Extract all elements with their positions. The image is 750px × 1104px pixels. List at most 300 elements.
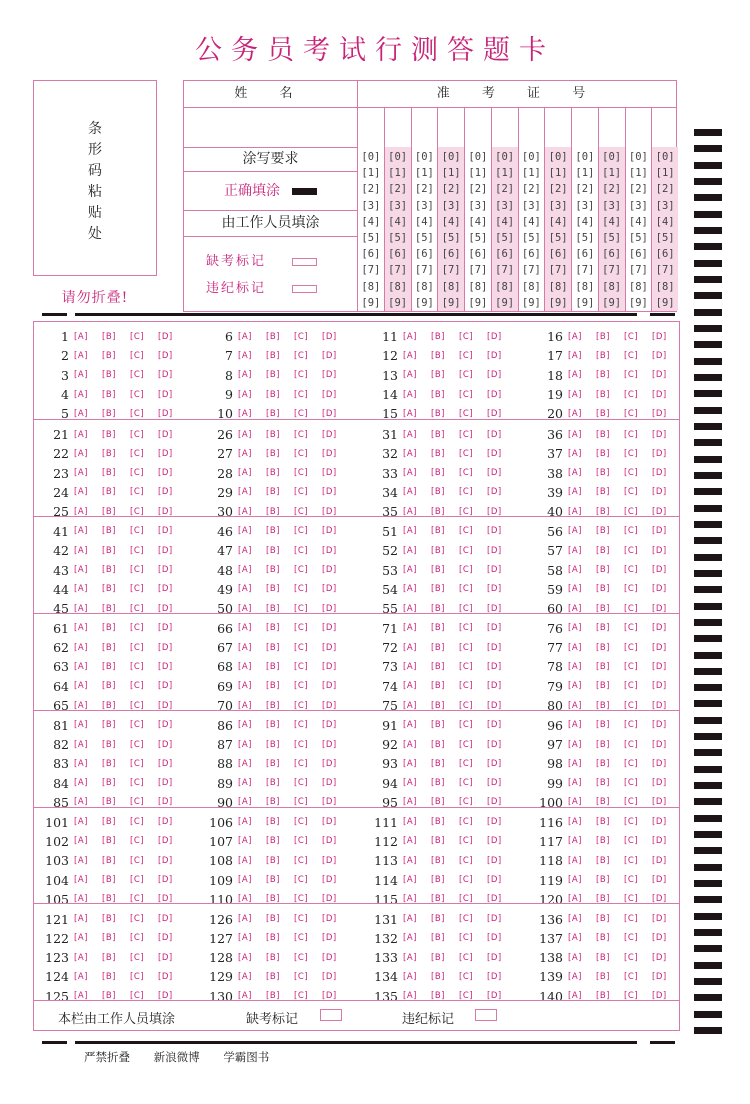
digit-bubble[interactable]: [1]	[361, 167, 381, 180]
option-bubble[interactable]: [B]	[102, 408, 116, 419]
option-bubble[interactable]: [B]	[596, 991, 610, 1002]
option-bubble[interactable]: [B]	[102, 914, 116, 925]
option-bubble[interactable]: [D]	[158, 855, 173, 866]
digit-bubble[interactable]: [7]	[414, 264, 434, 277]
option-bubble[interactable]: [A]	[238, 603, 252, 614]
option-bubble[interactable]: [D]	[158, 758, 173, 769]
option-bubble[interactable]: [C]	[294, 758, 309, 769]
option-bubble[interactable]: [A]	[568, 603, 582, 614]
option-bubble[interactable]: [B]	[596, 370, 610, 381]
option-bubble[interactable]: [A]	[238, 797, 252, 808]
digit-bubble[interactable]: [7]	[548, 264, 568, 277]
option-bubble[interactable]: [D]	[652, 681, 667, 692]
digit-bubble[interactable]: [6]	[414, 248, 434, 261]
option-bubble[interactable]: [A]	[568, 739, 582, 750]
option-bubble[interactable]: [A]	[568, 952, 582, 963]
digit-bubble[interactable]: [3]	[602, 199, 622, 212]
option-bubble[interactable]: [B]	[596, 389, 610, 400]
option-bubble[interactable]: [D]	[158, 408, 173, 419]
option-bubble[interactable]: [A]	[74, 739, 88, 750]
option-bubble[interactable]: [C]	[624, 681, 639, 692]
option-bubble[interactable]: [D]	[487, 739, 502, 750]
option-bubble[interactable]: [C]	[624, 991, 639, 1002]
option-bubble[interactable]: [A]	[403, 408, 417, 419]
option-bubble[interactable]: [C]	[130, 836, 145, 847]
option-bubble[interactable]: [C]	[459, 331, 474, 342]
option-bubble[interactable]: [C]	[130, 817, 145, 828]
option-bubble[interactable]: [C]	[294, 642, 309, 653]
digit-bubble[interactable]: [8]	[468, 280, 488, 293]
option-bubble[interactable]: [C]	[459, 778, 474, 789]
option-bubble[interactable]: [D]	[322, 758, 337, 769]
digit-bubble[interactable]: [1]	[468, 167, 488, 180]
option-bubble[interactable]: [B]	[102, 584, 116, 595]
option-bubble[interactable]: [C]	[130, 506, 145, 517]
digit-bubble[interactable]: [1]	[655, 167, 675, 180]
digit-bubble[interactable]: [5]	[361, 232, 381, 245]
option-bubble[interactable]: [D]	[487, 584, 502, 595]
option-bubble[interactable]: [D]	[322, 642, 337, 653]
option-bubble[interactable]: [B]	[596, 623, 610, 634]
option-bubble[interactable]: [C]	[294, 389, 309, 400]
option-bubble[interactable]: [B]	[266, 720, 280, 731]
digit-bubble[interactable]: [3]	[388, 199, 408, 212]
digit-bubble[interactable]: [8]	[388, 280, 408, 293]
option-bubble[interactable]: [D]	[652, 623, 667, 634]
option-bubble[interactable]: [D]	[487, 971, 502, 982]
option-bubble[interactable]: [C]	[624, 429, 639, 440]
option-bubble[interactable]: [B]	[431, 603, 445, 614]
option-bubble[interactable]: [A]	[403, 506, 417, 517]
option-bubble[interactable]: [A]	[568, 894, 582, 905]
option-bubble[interactable]: [D]	[487, 991, 502, 1002]
option-bubble[interactable]: [B]	[596, 642, 610, 653]
option-bubble[interactable]: [B]	[102, 526, 116, 537]
option-bubble[interactable]: [D]	[487, 894, 502, 905]
option-bubble[interactable]: [A]	[403, 991, 417, 1002]
option-bubble[interactable]: [B]	[596, 661, 610, 672]
option-bubble[interactable]: [B]	[596, 894, 610, 905]
option-bubble[interactable]: [D]	[158, 545, 173, 556]
option-bubble[interactable]: [D]	[487, 661, 502, 672]
option-bubble[interactable]: [D]	[322, 623, 337, 634]
option-bubble[interactable]: [D]	[652, 468, 667, 479]
option-bubble[interactable]: [A]	[403, 817, 417, 828]
option-bubble[interactable]: [D]	[487, 565, 502, 576]
option-bubble[interactable]: [C]	[130, 487, 145, 498]
option-bubble[interactable]: [A]	[568, 468, 582, 479]
option-bubble[interactable]: [B]	[266, 603, 280, 614]
option-bubble[interactable]: [A]	[403, 797, 417, 808]
digit-bubble[interactable]: [7]	[655, 264, 675, 277]
option-bubble[interactable]: [C]	[459, 565, 474, 576]
option-bubble[interactable]: [B]	[431, 855, 445, 866]
option-bubble[interactable]: [A]	[238, 758, 252, 769]
digit-bubble[interactable]: [6]	[468, 248, 488, 261]
option-bubble[interactable]: [B]	[266, 429, 280, 440]
option-bubble[interactable]: [A]	[238, 506, 252, 517]
option-bubble[interactable]: [B]	[266, 894, 280, 905]
digit-bubble[interactable]: [6]	[575, 248, 595, 261]
digit-bubble[interactable]: [7]	[521, 264, 541, 277]
option-bubble[interactable]: [D]	[652, 331, 667, 342]
digit-bubble[interactable]: [0]	[548, 151, 568, 163]
option-bubble[interactable]: [A]	[568, 448, 582, 459]
option-bubble[interactable]: [C]	[624, 389, 639, 400]
option-bubble[interactable]: [C]	[624, 448, 639, 459]
option-bubble[interactable]: [C]	[294, 739, 309, 750]
option-bubble[interactable]: [D]	[158, 642, 173, 653]
option-bubble[interactable]: [B]	[266, 506, 280, 517]
option-bubble[interactable]: [B]	[266, 526, 280, 537]
option-bubble[interactable]: [D]	[158, 914, 173, 925]
option-bubble[interactable]: [B]	[102, 875, 116, 886]
digit-bubble[interactable]: [4]	[388, 215, 408, 228]
digit-bubble[interactable]: [6]	[602, 248, 622, 261]
option-bubble[interactable]: [D]	[652, 971, 667, 982]
option-bubble[interactable]: [B]	[431, 739, 445, 750]
option-bubble[interactable]: [B]	[596, 817, 610, 828]
option-bubble[interactable]: [C]	[624, 739, 639, 750]
digit-bubble[interactable]: [2]	[521, 183, 541, 196]
option-bubble[interactable]: [A]	[568, 797, 582, 808]
option-bubble[interactable]: [C]	[294, 487, 309, 498]
option-bubble[interactable]: [A]	[403, 370, 417, 381]
option-bubble[interactable]: [C]	[624, 720, 639, 731]
option-bubble[interactable]: [D]	[487, 448, 502, 459]
digit-bubble[interactable]: [0]	[655, 151, 675, 163]
option-bubble[interactable]: [A]	[238, 855, 252, 866]
option-bubble[interactable]: [C]	[459, 875, 474, 886]
option-bubble[interactable]: [D]	[322, 545, 337, 556]
option-bubble[interactable]: [D]	[158, 448, 173, 459]
option-bubble[interactable]: [B]	[102, 370, 116, 381]
option-bubble[interactable]: [B]	[596, 526, 610, 537]
option-bubble[interactable]: [D]	[652, 350, 667, 361]
option-bubble[interactable]: [C]	[130, 952, 145, 963]
option-bubble[interactable]: [A]	[74, 914, 88, 925]
option-bubble[interactable]: [C]	[459, 468, 474, 479]
option-bubble[interactable]: [A]	[568, 720, 582, 731]
exam-id-write-cell[interactable]	[411, 108, 438, 147]
option-bubble[interactable]: [B]	[431, 565, 445, 576]
option-bubble[interactable]: [C]	[624, 350, 639, 361]
digit-bubble[interactable]: [2]	[495, 183, 515, 196]
option-bubble[interactable]: [D]	[322, 603, 337, 614]
option-bubble[interactable]: [B]	[266, 370, 280, 381]
option-bubble[interactable]: [D]	[652, 389, 667, 400]
digit-bubble[interactable]: [9]	[521, 296, 541, 309]
option-bubble[interactable]: [C]	[459, 603, 474, 614]
option-bubble[interactable]: [B]	[431, 836, 445, 847]
option-bubble[interactable]: [A]	[238, 952, 252, 963]
option-bubble[interactable]: [D]	[158, 565, 173, 576]
option-bubble[interactable]: [A]	[403, 603, 417, 614]
option-bubble[interactable]: [B]	[596, 584, 610, 595]
option-bubble[interactable]: [A]	[74, 506, 88, 517]
option-bubble[interactable]: [A]	[403, 526, 417, 537]
option-bubble[interactable]: [D]	[158, 350, 173, 361]
option-bubble[interactable]: [A]	[238, 739, 252, 750]
digit-bubble[interactable]: [5]	[602, 232, 622, 245]
option-bubble[interactable]: [D]	[652, 817, 667, 828]
option-bubble[interactable]: [A]	[74, 991, 88, 1002]
option-bubble[interactable]: [D]	[158, 991, 173, 1002]
option-bubble[interactable]: [B]	[266, 778, 280, 789]
digit-bubble[interactable]: [8]	[575, 280, 595, 293]
digit-bubble[interactable]: [1]	[495, 167, 515, 180]
name-input[interactable]	[184, 115, 357, 145]
digit-bubble[interactable]: [3]	[628, 199, 648, 212]
option-bubble[interactable]: [C]	[130, 389, 145, 400]
option-bubble[interactable]: [D]	[322, 584, 337, 595]
option-bubble[interactable]: [D]	[487, 952, 502, 963]
option-bubble[interactable]: [D]	[652, 448, 667, 459]
option-bubble[interactable]: [B]	[596, 933, 610, 944]
option-bubble[interactable]: [C]	[624, 526, 639, 537]
option-bubble[interactable]: [D]	[158, 836, 173, 847]
option-bubble[interactable]: [C]	[459, 526, 474, 537]
option-bubble[interactable]: [C]	[294, 778, 309, 789]
option-bubble[interactable]: [B]	[431, 894, 445, 905]
option-bubble[interactable]: [A]	[74, 526, 88, 537]
option-bubble[interactable]: [C]	[130, 933, 145, 944]
option-bubble[interactable]: [B]	[102, 836, 116, 847]
option-bubble[interactable]: [C]	[624, 331, 639, 342]
option-bubble[interactable]: [A]	[238, 468, 252, 479]
option-bubble[interactable]: [D]	[487, 875, 502, 886]
digit-bubble[interactable]: [9]	[414, 296, 434, 309]
option-bubble[interactable]: [B]	[266, 448, 280, 459]
option-bubble[interactable]: [B]	[596, 468, 610, 479]
option-bubble[interactable]: [D]	[158, 681, 173, 692]
option-bubble[interactable]: [C]	[294, 991, 309, 1002]
digit-bubble[interactable]: [9]	[655, 296, 675, 309]
option-bubble[interactable]: [D]	[158, 894, 173, 905]
option-bubble[interactable]: [A]	[403, 448, 417, 459]
option-bubble[interactable]: [B]	[596, 739, 610, 750]
option-bubble[interactable]: [C]	[294, 506, 309, 517]
option-bubble[interactable]: [D]	[322, 778, 337, 789]
option-bubble[interactable]: [B]	[431, 778, 445, 789]
option-bubble[interactable]: [D]	[322, 370, 337, 381]
option-bubble[interactable]: [A]	[238, 914, 252, 925]
option-bubble[interactable]: [D]	[158, 797, 173, 808]
option-bubble[interactable]: [A]	[403, 487, 417, 498]
option-bubble[interactable]: [B]	[266, 700, 280, 711]
digit-bubble[interactable]: [0]	[575, 151, 595, 163]
option-bubble[interactable]: [D]	[322, 700, 337, 711]
option-bubble[interactable]: [A]	[403, 971, 417, 982]
option-bubble[interactable]: [D]	[487, 797, 502, 808]
option-bubble[interactable]: [B]	[266, 914, 280, 925]
option-bubble[interactable]: [D]	[322, 565, 337, 576]
option-bubble[interactable]: [C]	[294, 836, 309, 847]
option-bubble[interactable]: [A]	[238, 545, 252, 556]
option-bubble[interactable]: [B]	[431, 681, 445, 692]
option-bubble[interactable]: [D]	[158, 584, 173, 595]
option-bubble[interactable]: [D]	[158, 370, 173, 381]
option-bubble[interactable]: [D]	[652, 952, 667, 963]
option-bubble[interactable]: [C]	[459, 370, 474, 381]
option-bubble[interactable]: [D]	[322, 331, 337, 342]
option-bubble[interactable]: [D]	[487, 545, 502, 556]
option-bubble[interactable]: [C]	[130, 468, 145, 479]
digit-bubble[interactable]: [4]	[628, 215, 648, 228]
option-bubble[interactable]: [B]	[431, 389, 445, 400]
option-bubble[interactable]: [B]	[431, 875, 445, 886]
option-bubble[interactable]: [C]	[624, 758, 639, 769]
option-bubble[interactable]: [A]	[568, 389, 582, 400]
digit-bubble[interactable]: [2]	[548, 183, 568, 196]
option-bubble[interactable]: [C]	[294, 681, 309, 692]
option-bubble[interactable]: [C]	[130, 855, 145, 866]
option-bubble[interactable]: [D]	[322, 836, 337, 847]
option-bubble[interactable]: [D]	[158, 661, 173, 672]
option-bubble[interactable]: [A]	[74, 584, 88, 595]
option-bubble[interactable]: [B]	[596, 778, 610, 789]
staff-violation-box[interactable]	[475, 1009, 497, 1021]
option-bubble[interactable]: [A]	[74, 468, 88, 479]
option-bubble[interactable]: [A]	[74, 797, 88, 808]
option-bubble[interactable]: [C]	[294, 952, 309, 963]
option-bubble[interactable]: [B]	[431, 720, 445, 731]
option-bubble[interactable]: [A]	[403, 855, 417, 866]
option-bubble[interactable]: [D]	[322, 875, 337, 886]
digit-bubble[interactable]: [6]	[361, 248, 381, 261]
exam-id-write-cell[interactable]	[358, 108, 384, 147]
digit-bubble[interactable]: [7]	[388, 264, 408, 277]
digit-bubble[interactable]: [4]	[521, 215, 541, 228]
option-bubble[interactable]: [B]	[102, 623, 116, 634]
option-bubble[interactable]: [D]	[652, 565, 667, 576]
option-bubble[interactable]: [C]	[624, 603, 639, 614]
option-bubble[interactable]: [A]	[238, 429, 252, 440]
option-bubble[interactable]: [A]	[238, 408, 252, 419]
digit-bubble[interactable]: [8]	[414, 280, 434, 293]
option-bubble[interactable]: [C]	[130, 370, 145, 381]
digit-bubble[interactable]: [9]	[388, 296, 408, 309]
option-bubble[interactable]: [D]	[322, 429, 337, 440]
option-bubble[interactable]: [C]	[130, 526, 145, 537]
option-bubble[interactable]: [A]	[568, 526, 582, 537]
option-bubble[interactable]: [D]	[487, 506, 502, 517]
option-bubble[interactable]: [B]	[596, 506, 610, 517]
digit-bubble[interactable]: [9]	[628, 296, 648, 309]
option-bubble[interactable]: [D]	[652, 778, 667, 789]
option-bubble[interactable]: [D]	[652, 487, 667, 498]
option-bubble[interactable]: [D]	[487, 487, 502, 498]
option-bubble[interactable]: [D]	[487, 623, 502, 634]
digit-bubble[interactable]: [1]	[575, 167, 595, 180]
digit-bubble[interactable]: [0]	[602, 151, 622, 163]
option-bubble[interactable]: [D]	[158, 526, 173, 537]
exam-id-write-cell[interactable]	[437, 108, 464, 147]
option-bubble[interactable]: [A]	[238, 836, 252, 847]
option-bubble[interactable]: [D]	[322, 408, 337, 419]
option-bubble[interactable]: [B]	[431, 933, 445, 944]
option-bubble[interactable]: [C]	[459, 487, 474, 498]
option-bubble[interactable]: [A]	[568, 545, 582, 556]
option-bubble[interactable]: [A]	[238, 642, 252, 653]
option-bubble[interactable]: [C]	[294, 933, 309, 944]
digit-bubble[interactable]: [2]	[441, 183, 461, 196]
option-bubble[interactable]: [C]	[624, 875, 639, 886]
option-bubble[interactable]: [C]	[459, 720, 474, 731]
option-bubble[interactable]: [B]	[596, 952, 610, 963]
option-bubble[interactable]: [C]	[459, 623, 474, 634]
option-bubble[interactable]: [D]	[487, 681, 502, 692]
option-bubble[interactable]: [A]	[238, 875, 252, 886]
option-bubble[interactable]: [B]	[431, 991, 445, 1002]
option-bubble[interactable]: [A]	[568, 817, 582, 828]
option-bubble[interactable]: [C]	[459, 350, 474, 361]
option-bubble[interactable]: [C]	[459, 389, 474, 400]
option-bubble[interactable]: [A]	[568, 331, 582, 342]
option-bubble[interactable]: [A]	[568, 991, 582, 1002]
option-bubble[interactable]: [D]	[322, 991, 337, 1002]
option-bubble[interactable]: [C]	[130, 778, 145, 789]
option-bubble[interactable]: [A]	[238, 565, 252, 576]
digit-bubble[interactable]: [6]	[441, 248, 461, 261]
option-bubble[interactable]: [C]	[294, 720, 309, 731]
option-bubble[interactable]: [C]	[294, 331, 309, 342]
option-bubble[interactable]: [B]	[431, 623, 445, 634]
option-bubble[interactable]: [A]	[403, 836, 417, 847]
digit-bubble[interactable]: [9]	[441, 296, 461, 309]
option-bubble[interactable]: [D]	[652, 836, 667, 847]
digit-bubble[interactable]: [7]	[602, 264, 622, 277]
option-bubble[interactable]: [C]	[624, 565, 639, 576]
option-bubble[interactable]: [C]	[624, 971, 639, 982]
option-bubble[interactable]: [B]	[266, 875, 280, 886]
option-bubble[interactable]: [A]	[238, 389, 252, 400]
digit-bubble[interactable]: [2]	[361, 183, 381, 196]
option-bubble[interactable]: [B]	[266, 661, 280, 672]
option-bubble[interactable]: [B]	[266, 623, 280, 634]
option-bubble[interactable]: [A]	[403, 758, 417, 769]
digit-bubble[interactable]: [6]	[521, 248, 541, 261]
digit-bubble[interactable]: [5]	[655, 232, 675, 245]
option-bubble[interactable]: [B]	[102, 952, 116, 963]
exam-id-write-cell[interactable]	[491, 108, 518, 147]
option-bubble[interactable]: [D]	[487, 855, 502, 866]
option-bubble[interactable]: [A]	[403, 389, 417, 400]
digit-bubble[interactable]: [3]	[441, 199, 461, 212]
option-bubble[interactable]: [B]	[102, 991, 116, 1002]
option-bubble[interactable]: [A]	[568, 933, 582, 944]
digit-bubble[interactable]: [3]	[548, 199, 568, 212]
option-bubble[interactable]: [C]	[130, 661, 145, 672]
option-bubble[interactable]: [B]	[102, 933, 116, 944]
digit-bubble[interactable]: [3]	[495, 199, 515, 212]
digit-bubble[interactable]: [7]	[468, 264, 488, 277]
option-bubble[interactable]: [B]	[102, 894, 116, 905]
option-bubble[interactable]: [B]	[431, 331, 445, 342]
option-bubble[interactable]: [A]	[238, 584, 252, 595]
option-bubble[interactable]: [B]	[266, 408, 280, 419]
option-bubble[interactable]: [B]	[431, 545, 445, 556]
option-bubble[interactable]: [C]	[624, 487, 639, 498]
option-bubble[interactable]: [C]	[130, 739, 145, 750]
option-bubble[interactable]: [B]	[596, 720, 610, 731]
option-bubble[interactable]: [C]	[459, 545, 474, 556]
option-bubble[interactable]: [C]	[130, 700, 145, 711]
option-bubble[interactable]: [D]	[487, 389, 502, 400]
option-bubble[interactable]: [C]	[459, 855, 474, 866]
digit-bubble[interactable]: [8]	[548, 280, 568, 293]
option-bubble[interactable]: [B]	[596, 758, 610, 769]
